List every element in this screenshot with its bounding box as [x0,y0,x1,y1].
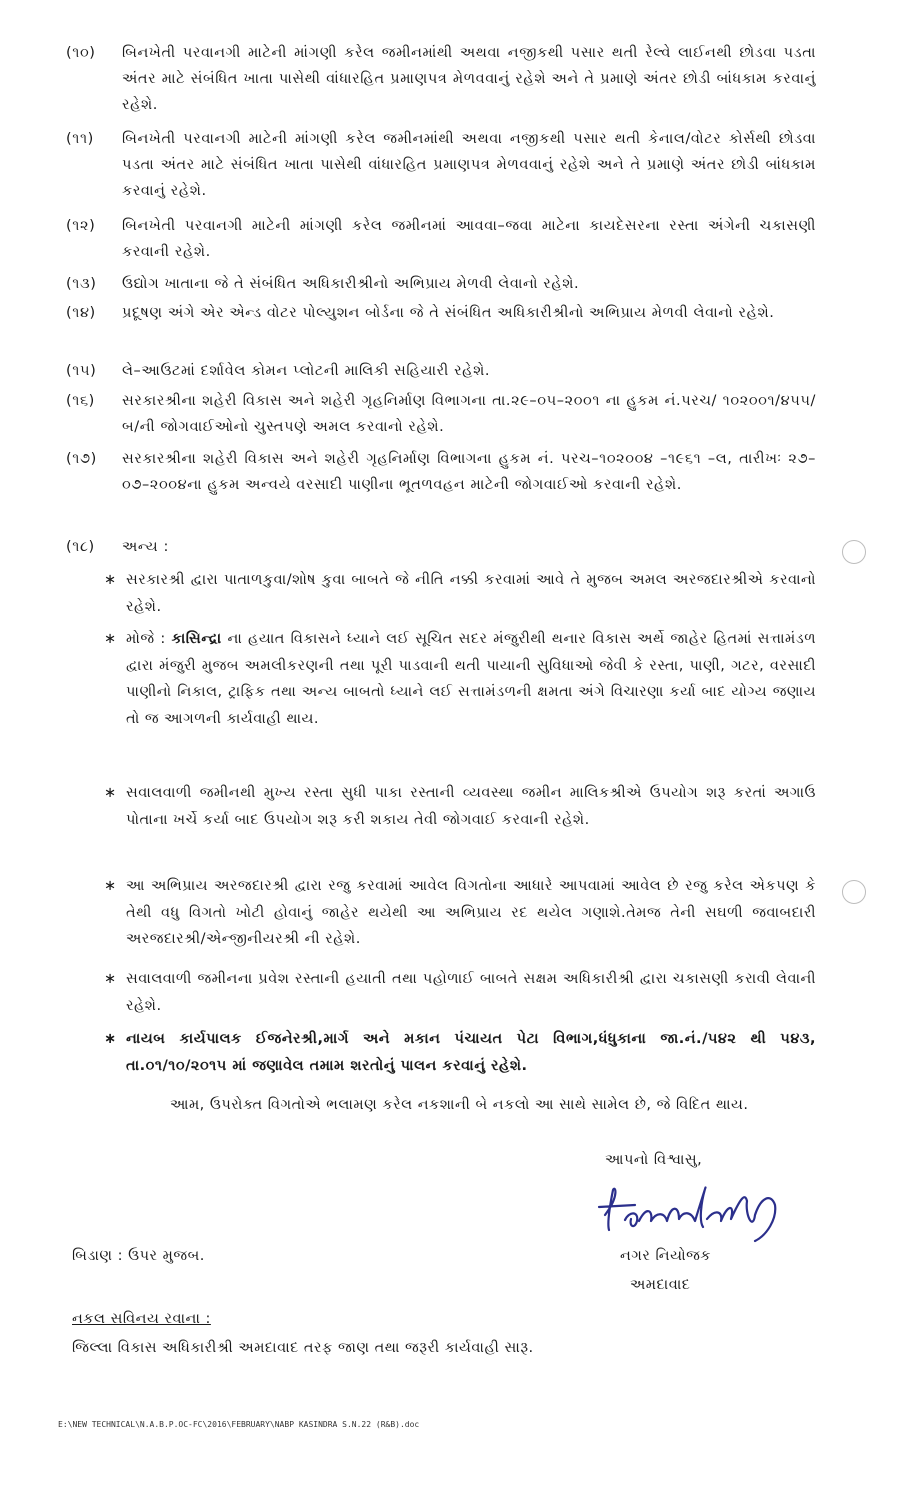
bullet-rest: ના હયાત વિકાસને ધ્યાને લઈ સૂચિત સદર મંજુરીથી થનાર વિકાસ અર્થે જાહેર હિતમાં સત્તામંડળ દ્વારા મંજુરી મુજબ અમલીકરણની તથા પૂરી પાડવાની થતી પાયાની સુવિધાઓ જેવી કે રસ્તા, પાણી, ગટર, વરસાદી પાણીનો નિકાલ, ટ્રાફિક તથા અન્ય બાબતો ધ્યાને લઈ સત્તામંડળની ક્ષમતા અંગે વિચારણા કર્યા બાદ યોગ્ય જણાય તો જ આગળની કાર્યવાહી થાય. [126,631,817,727]
condition-number: (૧૨) [66,218,96,234]
asterisk-icon: ∗ [104,785,117,801]
signatory-place: અમદાવાદ [630,1277,691,1293]
bullet-text: આ અભિપ્રાય અરજદારશ્રી દ્વારા રજુ કરવામાં આવેલ વિગતોના આધારે આપવામાં આવેલ છે રજુ કરેલ એકપણ કે તેથી વધુ વિગતો ખોટી હોવાનું જાહેર થયેથી આ અભિપ્રાય રદ થયેલ ગણાશે.તેમજ તેની સઘળી જવાબદારી અરજદારશ્રી/એન્જીનીયરશ્રી ની રહેશે. [126,878,816,947]
condition-16 [66,388,816,440]
condition-17 [66,446,816,498]
bullet-item [104,567,816,620]
asterisk-icon: ∗ [104,631,117,647]
condition-number: (૧૫) [66,363,97,379]
bullet-text [126,626,816,732]
condition-number: (૧૧) [66,131,94,147]
condition-13 [66,271,816,297]
condition-number: (૧૮) [66,539,95,555]
signature-image [595,1175,795,1245]
bullet-item [104,626,816,732]
condition-14 [66,300,816,326]
bullet-prefix: મોજે : [126,631,172,647]
condition-text: સરકારશ્રીના શહેરી વિકાસ અને શહેરી ગૃહનિર્માણ વિભાગના હુકમ નં. પરચ–૧૦૨૦૦૪ –૧૯૬૧ –લ, તારીખઃ ૨૭–૦૭–૨૦૦૪ના હુકમ અન્વયે વરસાદી પાણીના ભૂતળવહન માટેની જોગવાઈઓ કરવાની રહેશે. [122,451,816,493]
condition-text: પ્રદૂષણ અંગે એર એન્ડ વોટર પોલ્યુશન બોર્ડના જે તે સંબંધિત અધિકારીશ્રીનો અભિપ્રાય મેળવી લેવાનો રહેશે. [122,305,775,321]
condition-number: (૧૬) [66,393,95,409]
file-path-footer: E:\NEW TECHNICAL\N.A.B.P.OC-FC\2016\FEBRUARY\NABP KASINDRA S.N.22 (R&B).doc [58,1420,420,1429]
condition-number: (૧૦) [66,45,96,61]
copy-heading: નકલ સવિનય રવાના : [72,1311,211,1327]
condition-15 [66,358,816,384]
condition-10 [66,40,816,118]
condition-12 [66,213,816,265]
enclosure-line: બિડાણ : ઉપર મુજબ. [72,1248,205,1264]
bullet-text: સરકારશ્રી દ્વારા પાતાળકુવા/શોષ કુવા બાબતે જે નીતિ નક્કી કરવામાં આવે તે મુજબ અમલ અરજદારશ્રીએ કરવાનો રહેશે. [126,572,816,615]
village-name: કાસિન્દ્રા [171,631,222,647]
copy-recipient: જિલ્લા વિકાસ અધિકારીશ્રી અમદાવાદ તરફ જાણ તથા જરૂરી કાર્યવાહી સારૂ. [72,1340,534,1356]
condition-text: સરકારશ્રીના શહેરી વિકાસ અને શહેરી ગૃહનિર્માણ વિભાગના તા.૨૯–૦૫–૨૦૦૧ ના હુકમ નં.પરચ/ ૧૦૨૦૦૧/૪૫૫/બ/ની જોગવાઈઓનો ચુસ્તપણે અમલ કરવાનો રહેશે. [122,393,816,435]
bullet-item [104,780,816,833]
signoff-greeting: આપનો વિશ્વાસુ, [605,1152,703,1168]
condition-text: બિનખેતી પરવાનગી માટેની માંગણી કરેલ જમીનમાંથી અથવા નજીકથી પસાર થતી રેલ્વે લાઈનથી છોડવા પડતા અંતર માટે સંબંધિત ખાતા પાસેથી વાંધારહિત પ્રમાણપત્ર મેળવવાનું રહેશે અને તે પ્રમાણે અંતર છોડી બાંધકામ કરવાનું રહેશે. [122,45,816,113]
asterisk-icon: ∗ [104,971,117,987]
bullet-item [104,1026,816,1079]
asterisk-icon: ∗ [104,1031,117,1047]
condition-text: બિનખેતી પરવાનગી માટેની માંગણી કરેલ જમીનમાં આવવા–જવા માટેના કાયદેસરના રસ્તા અંગેની ચકાસણી કરવાની રહેશે. [122,218,816,260]
bullet-text: નાયબ કાર્યપાલક ઈજનેરશ્રી,માર્ગ અને મકાન પંચાયત પેટા વિભાગ,ધંધુકાના જા.નં./૫૪૨ થી ૫૪૩, તા.૦૧/૧૦/૨૦૧૫ માં જણાવેલ તમામ શરતોનું પાલન કરવાનું રહેશે. [126,1031,816,1074]
condition-number: (૧૪) [66,305,96,321]
bullet-item [104,873,816,953]
bullet-text: સવાલવાળી જમીનથી મુખ્ય રસ્તા સુધી પાકા રસ્તાની વ્યવસ્થા જમીન માલિકશ્રીએ ઉપયોગ શરૂ કરતાં અગાઉ પોતાના ખર્ચે કર્યા બાદ ઉપયોગ શરૂ કરી શકાય તેવી જોગવાઈ કરવાની રહેશે. [126,785,816,828]
condition-11 [66,126,816,204]
condition-text: અન્ય : [122,539,169,555]
bullet-text: સવાલવાળી જમીનના પ્રવેશ રસ્તાની હયાતી તથા પહોળાઈ બાબતે સક્ષમ અધિકારીશ્રી દ્વારા ચકાસણી કરાવી લેવાની રહેશે. [126,971,816,1014]
bullet-item [104,966,816,1019]
condition-number: (૧૭) [66,451,97,467]
punch-hole-icon [842,540,866,564]
closing-paragraph: આમ, ઉપરોક્ત વિગતોએ ભલામણ કરેલ નકશાની બે નકલો આ સાથે સામેલ છે, જે વિદિત થાય. [170,1097,749,1113]
condition-text: ઉદ્યોગ ખાતાના જે તે સંબંધિત અધિકારીશ્રીનો અભિપ્રાય મેળવી લેવાનો રહેશે. [122,276,580,292]
condition-number: (૧૩) [66,276,97,292]
asterisk-icon: ∗ [104,572,117,588]
punch-hole-icon [842,880,866,904]
asterisk-icon: ∗ [104,878,117,894]
condition-text: બિનખેતી પરવાનગી માટેની માંગણી કરેલ જમીનમાંથી અથવા નજીકથી પસાર થતી કેનાલ/વોટર કોર્સથી છોડવા પડતા અંતર માટે સંબંધિત ખાતા પાસેથી વાંધારહિત પ્રમાણપત્ર મેળવવાનું રહેશે અને તે પ્રમાણે અંતર છોડી બાંધકામ કરવાનું રહેશે. [122,131,816,199]
signatory-title: નગર નિયોજક [620,1248,712,1264]
condition-18 [66,534,816,560]
condition-text: લે–આઉટમાં દર્શાવેલ કોમન પ્લોટની માલિકી સહિયારી રહેશે. [122,363,491,379]
